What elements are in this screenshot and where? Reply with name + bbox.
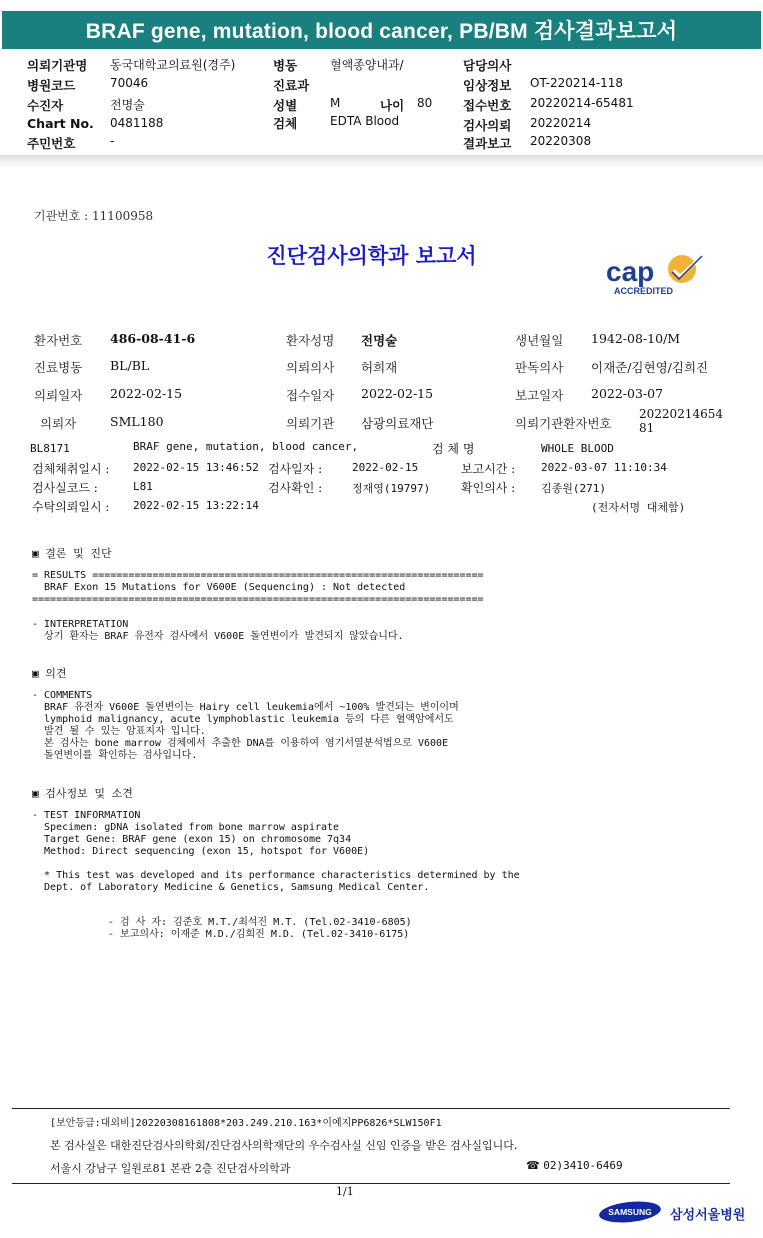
report-time-value: 2022-03-07 11:10:34 (541, 461, 667, 474)
comments-block: - COMMENTS BRAF 유전자 V600E 돌연변이는 Hairy cell leukemia에서 ~100% 발견되는 변이이며 lymphoid malignancy, acute lymphoblastic leukemia 등의 다른 혈액암에서도 발견 될 수 있는 암표지자 입니다. 본 검사는 bone marrow 검체에서 추출한 DNA를 이용하여 염기서열분석법으로 V600E 돌연변이를 확인하는 검사입니다. (32, 690, 459, 761)
samsung-word: SAMSUNG (608, 1207, 652, 1217)
header-divider (0, 155, 763, 169)
value-request-date: 2022-02-15 (110, 386, 183, 401)
label-request-date: 의뢰일자 (34, 388, 83, 403)
value-resident-no: - (110, 134, 115, 148)
label-age: 나이 (380, 98, 405, 113)
label-examinee: 수진자 (27, 98, 64, 113)
label-ordering-physician: 의뢰의사 (286, 360, 335, 375)
section-conclusion-heading: ▣ 결론 및 진단 (32, 547, 112, 560)
label-test-request: 검사의뢰 (463, 118, 512, 133)
label-patient-name: 환자성명 (286, 333, 335, 348)
test-confirm-label: 검사확인 : (268, 481, 323, 495)
value-org-patient-no: 2022021465481 (639, 407, 723, 435)
label-reading-physician: 판독의사 (515, 360, 564, 375)
value-birth-date: 1942-08-10/M (591, 331, 681, 346)
lab-code-value: L81 (133, 480, 153, 493)
label-specimen: 검체 (273, 116, 298, 131)
value-clinical-info: OT-220214-118 (530, 76, 624, 90)
institution-number: 기관번호 : 11100958 (34, 209, 154, 223)
confirm-md-label: 확인의사 : (461, 481, 516, 495)
label-requesting-institution: 의뢰기관명 (27, 58, 88, 73)
label-report-date: 보고일자 (515, 388, 564, 403)
value-requesting-org: 삼광의료재단 (361, 416, 434, 431)
esign-note: (전자서명 대체함) (591, 501, 686, 514)
label-receipt-no: 접수번호 (463, 98, 512, 113)
report-title: BRAF gene, mutation, blood cancer, PB/BM 검사결과보고서 (2, 11, 761, 49)
document-title: 진단검사의학과 보고서 (266, 243, 477, 268)
order-time-value: 2022-02-15 13:22:14 (133, 499, 259, 512)
cap-accredited: ACCREDITED (614, 286, 674, 296)
value-patient-name: 전명술 (361, 333, 398, 348)
label-org-patient-no: 의뢰기관환자번호 (515, 416, 612, 431)
collect-value: 2022-02-15 13:46:52 (133, 461, 259, 474)
report-time-label: 보고시간 : (461, 462, 516, 476)
label-patient-no: 환자번호 (34, 333, 83, 348)
lab-code-label: 검사실코드 : (32, 481, 98, 495)
value-ward: 혈액종양내과/ (330, 58, 404, 72)
test-information-block: - TEST INFORMATION Specimen: gDNA isolated from bone marrow aspirate Target Gene: BRAF gene (exon 15) on chromosome 7q34 Method: Direct sequencing (exon 15, hotspot for V600E) * This test was developed and its performance characteristics determined by the Dept. of Laboratory Medicine & Genetics, Samsung Medical Center. (32, 810, 520, 893)
address-line: 서울시 강남구 일원로81 본관 2층 진단검사의학과 (50, 1162, 291, 1175)
label-requesting-org: 의뢰기관 (286, 416, 335, 431)
section-testinfo-heading: ▣ 검사정보 및 소견 (32, 787, 133, 800)
label-sex: 성별 (273, 98, 298, 113)
value-reading-physician: 이재준/김현영/김희진 (591, 360, 709, 375)
hospital-name: 삼성서울병원 (670, 1208, 746, 1223)
interpretation-block: - INTERPRETATION 상기 환자는 BRAF 유전자 검사에서 V600E 돌연변이가 발견되지 않았습니다. (32, 619, 404, 642)
page-indicator: 1/1 (336, 1185, 354, 1198)
label-resident-no: 주민번호 (27, 136, 76, 151)
specimen-name-value: WHOLE BLOOD (541, 442, 614, 455)
cap-accredited-logo (604, 252, 708, 298)
label-receipt-date: 접수일자 (286, 388, 335, 403)
value-result-report: 20220308 (530, 134, 592, 148)
phone-icon: ☎ (526, 1159, 540, 1172)
phone-row (526, 1159, 623, 1172)
order-time-label: 수탁의뢰일시 : (32, 500, 110, 514)
value-requester: SML180 (110, 414, 164, 429)
value-specimen: EDTA Blood (330, 114, 400, 128)
collect-label: 검체채취일시 : (32, 462, 110, 476)
value-sex: M (330, 96, 341, 110)
value-receipt-date: 2022-02-15 (361, 386, 434, 401)
value-examinee: 전명술 (110, 98, 145, 112)
staff-block: - 검 사 자: 김준호 M.T./최석진 M.T. (Tel.02-3410-6805) - 보고의사: 이재준 M.D./김희진 M.D. (Tel.02-3410-6175) (108, 917, 412, 940)
label-ward: 병동 (273, 58, 298, 73)
samsung-logo (598, 1200, 662, 1224)
value-report-date: 2022-03-07 (591, 386, 664, 401)
cap-word: cap (606, 256, 655, 287)
test-date-value: 2022-02-15 (352, 461, 419, 474)
specimen-name-label: 검 체 명 (432, 442, 475, 456)
test-confirm-value: 정재영(19797) (352, 482, 431, 495)
footer-divider-bottom (12, 1183, 730, 1184)
section-opinion-heading: ▣ 의견 (32, 667, 67, 680)
certification-line: 본 검사실은 대한진단검사의학회/진단검사의학재단의 우수검사실 신임 인증을 받은 검사실입니다. (50, 1139, 518, 1152)
label-clinical-info: 임상정보 (463, 78, 512, 93)
order-info (0, 54, 763, 154)
report-header (0, 0, 763, 52)
label-ward: 진료병동 (34, 360, 83, 375)
security-line: [보안등급:대외비]20220308161808*203.249.210.163*이예지PP6826*SLW150F1 (50, 1118, 442, 1129)
label-chart-no: Chart No. (27, 116, 94, 131)
label-hospital-code: 병원코드 (27, 78, 76, 93)
value-test-request: 20220214 (530, 116, 592, 130)
value-ordering-physician: 허희재 (361, 360, 398, 375)
footer-divider-top (12, 1108, 730, 1109)
label-department: 진료과 (273, 78, 310, 93)
value-receipt-no: 20220214-65481 (530, 96, 634, 110)
label-result-report: 결과보고 (463, 136, 512, 151)
phone-number: 02)3410-6469 (543, 1159, 623, 1172)
value-age: 80 (417, 96, 433, 110)
value-chart-no: 0481188 (110, 116, 164, 130)
results-block: = RESULTS ================================================================= BRAF Exon 15 Mutations for V600E (Sequencing) : Not detected =========================================================================== (32, 570, 484, 605)
value-requesting-institution: 동국대학교의료원(경주) (110, 58, 236, 72)
label-requester: 의뢰자 (40, 416, 77, 431)
test-name: BRAF gene, mutation, blood cancer, (133, 440, 359, 453)
value-patient-no: 486-08-41-6 (110, 331, 196, 346)
test-code: BL8171 (30, 442, 70, 455)
value-ward: BL/BL (110, 358, 150, 373)
label-attending-physician: 담당의사 (463, 58, 512, 73)
value-hospital-code: 70046 (110, 76, 149, 90)
confirm-md-value: 김종원(271) (541, 482, 606, 495)
label-birth-date: 생년월일 (515, 333, 564, 348)
test-date-label: 검사일자 : (268, 462, 323, 476)
